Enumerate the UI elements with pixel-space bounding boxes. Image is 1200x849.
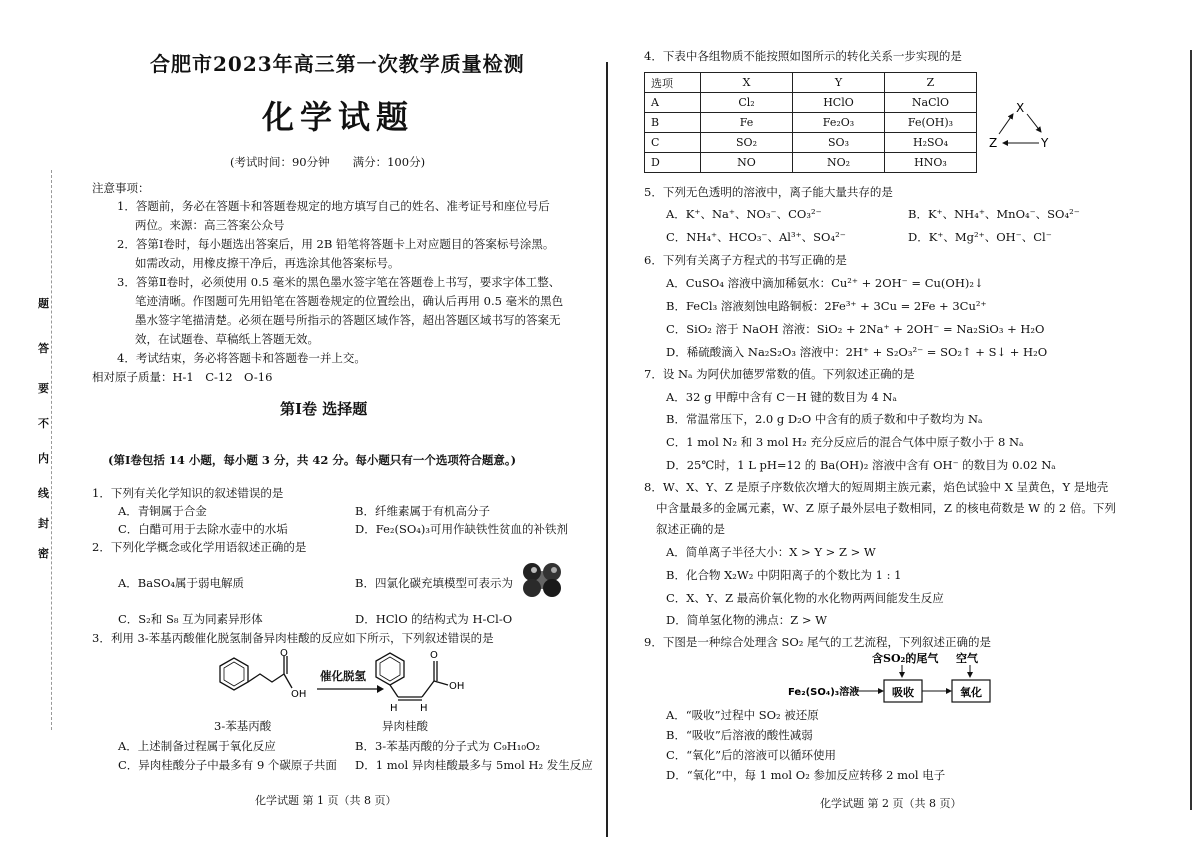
flow-gas-label: 含SO₂的尾气 xyxy=(872,652,939,665)
q7-option-d: D．25℃时，1 L pH=12 的 Ba(OH)₂ 溶液中含有 OH⁻ 的数目为 0.02 Nₐ xyxy=(666,458,1056,472)
q9-stem: 9．下图是一种综合处理含 SO₂ 尾气的工艺流程，下列叙述正确的是 xyxy=(644,635,992,649)
q6-option-b: B．FeCl₃ 溶液刻蚀电路铜板：2Fe³⁺ + 3Cu = 2Fe + 3Cu²⁺ xyxy=(666,299,987,313)
q2-option-d: D．HClO 的结构式为 H-Cl-O xyxy=(355,612,513,626)
table-cell: A xyxy=(645,93,701,113)
q4-stem: 4．下表中各组物质不能按照如图所示的转化关系一步实现的是 xyxy=(644,49,962,63)
table-cell: Fe₂O₃ xyxy=(793,113,885,133)
q9-option-d: D．“氧化”中，每 1 mol O₂ 参加反应转移 2 mol 电子 xyxy=(666,768,946,782)
q8-option-a: A．简单离子半径大小：X > Y > Z > W xyxy=(666,545,876,559)
page-footer-2: 化学试题 第 2 页（共 8 页） xyxy=(820,797,962,810)
q8-option-d: D．简单氢化物的沸点：Z > W xyxy=(666,613,827,627)
q7-option-b: B．常温常压下，2.0 g D₂O 中含有的质子数和中子数均为 Nₐ xyxy=(666,412,983,426)
table-row xyxy=(645,93,977,113)
h-label-right: H xyxy=(420,703,428,713)
q3-option-b: B．3-苯基丙酸的分子式为 C₉H₁₀O₂ xyxy=(355,739,541,753)
q5-option-b: B．K⁺、NH₄⁺、MnO₄⁻、SO₄²⁻ xyxy=(908,207,1080,221)
3-phenylpropanoic-acid-structure-icon xyxy=(200,648,310,706)
table-header-cell: X xyxy=(701,73,793,93)
table-cell: H₂SO₄ xyxy=(885,133,977,153)
section-title: 第Ⅰ卷 选择题 xyxy=(280,400,368,418)
oxidize-label: 氧化 xyxy=(960,686,982,699)
q6-option-d: D．稀硫酸滴入 Na₂S₂O₃ 溶液中：2H⁺ + S₂O₃²⁻ = SO₂↑ + S↓ + H₂O xyxy=(666,345,1048,359)
q4-table xyxy=(644,72,977,173)
xyz-conversion-cycle-diagram xyxy=(985,98,1060,153)
q7-stem: 7．设 Nₐ 为阿伏加德罗常数的值。下列叙述正确的是 xyxy=(644,367,915,381)
notes-heading: 注意事项： xyxy=(92,181,150,195)
q1-stem: 1．下列有关化学知识的叙述错误的是 xyxy=(92,486,284,500)
note-line: 3．答第Ⅱ卷时，必须使用 0.5 毫米的黑色墨水签字笔在答题卷上书写，要求字体工整、 xyxy=(117,275,561,289)
hydroxyl-label: OH xyxy=(291,689,307,700)
q5-option-d: D．K⁺、Mg²⁺、OH⁻、Cl⁻ xyxy=(908,230,1052,244)
binding-char: 题 xyxy=(38,297,49,310)
cycle-z-label: Z xyxy=(989,136,998,150)
table-row xyxy=(645,153,977,173)
q2-option-c: C．S₂和 S₈ 互为同素异形体 xyxy=(118,612,263,626)
note-line: 墨水签字笔描清楚。必须在题号所指示的答题区域作答，超出答题区域书写的答案无 xyxy=(135,313,561,327)
binding-char: 封 xyxy=(38,517,49,530)
q9-option-a: A．“吸收”过程中 SO₂ 被还原 xyxy=(666,708,819,722)
q3-option-a: A．上述制备过程属于氧化反应 xyxy=(118,739,276,753)
carbonyl-o-label: O xyxy=(280,648,288,659)
binding-char: 内 xyxy=(38,452,49,465)
cycle-x-label: X xyxy=(1016,101,1025,115)
q7-option-c: C．1 mol N₂ 和 3 mol H₂ 充分反应后的混合气体中原子数小于 8 Nₐ xyxy=(666,435,1024,449)
note-line: 效，在试题卷、草稿纸上答题无效。 xyxy=(135,332,319,346)
q7-option-a: A．32 g 甲醇中含有 C－H 键的数目为 4 Nₐ xyxy=(666,390,897,404)
cycle-y-label: Y xyxy=(1041,136,1049,150)
note-line: 两位。来源：高三答案公众号 xyxy=(135,218,285,232)
table-cell: SO₂ xyxy=(701,133,793,153)
note-line: 1．答题前，务必在答题卡和答题卷规定的地方填写自己的姓名、准考证号和座位号后 xyxy=(117,199,550,213)
q2-option-b: B．四氯化碳充填模型可表示为 xyxy=(355,576,513,590)
table-row xyxy=(645,133,977,153)
table-cell: HClO xyxy=(793,93,885,113)
flow-air-label: 空气 xyxy=(956,652,978,665)
q8-stem-line: 中含量最多的金属元素，W、Z 原子最外层电子数相同，Z 的核电荷数是 W 的 2 倍。下列 xyxy=(656,501,1116,515)
q6-option-c: C．SiO₂ 溶于 NaOH 溶液：SiO₂ + 2Na⁺ + 2OH⁻ = Na₂SiO₃ + H₂O xyxy=(666,322,1045,336)
q5-option-a: A．K⁺、Na⁺、NO₃⁻、CO₃²⁻ xyxy=(666,207,822,221)
isocinnamic-acid-structure-icon xyxy=(368,643,483,713)
q1-option-c: C．白醋可用于去除水壶中的水垢 xyxy=(118,522,288,536)
reactant-name: 3-苯基丙酸 xyxy=(214,719,272,733)
binding-char: 线 xyxy=(38,487,49,500)
q8-stem-line: 叙述正确的是 xyxy=(656,522,725,536)
table-header-cell: Y xyxy=(793,73,885,93)
h-label-left: H xyxy=(390,703,398,713)
ccl4-space-filling-model-icon xyxy=(520,558,564,602)
q8-stem-line: 8．W、X、Y、Z 是原子序数依次增大的短周期主族元素，焰色试验中 X 呈黄色，Y 是地壳 xyxy=(644,480,1109,494)
q8-option-b: B．化合物 X₂W₂ 中阴阳离子的个数比为 1 : 1 xyxy=(666,568,902,582)
q1-option-a: A．青铜属于合金 xyxy=(118,504,207,518)
q6-stem: 6．下列有关离子方程式的书写正确的是 xyxy=(644,253,847,267)
atomic-mass: 相对原子质量：H-1 C-12 O-16 xyxy=(92,370,273,384)
table-cell: NO xyxy=(701,153,793,173)
table-cell: B xyxy=(645,113,701,133)
q9-option-b: B．“吸收”后溶液的酸性减弱 xyxy=(666,728,813,742)
product-oh-label: OH xyxy=(449,681,465,692)
binding-char: 要 xyxy=(38,382,49,395)
q5-option-c: C．NH₄⁺、HCO₃⁻、Al³⁺、SO₄²⁻ xyxy=(666,230,846,244)
table-header-cell: 选项 xyxy=(645,73,701,93)
page-divider xyxy=(606,62,608,837)
q3-option-c: C．异肉桂酸分子中最多有 9 个碳原子共面 xyxy=(118,758,337,772)
flow-feed-label: Fe₂(SO₄)₃溶液 xyxy=(788,687,860,698)
table-row xyxy=(645,113,977,133)
q8-option-c: C．X、Y、Z 最高价氧化物的水化物两两间能发生反应 xyxy=(666,591,944,605)
table-cell: Cl₂ xyxy=(701,93,793,113)
q9-option-c: C．“氧化”后的溶液可以循环使用 xyxy=(666,748,837,762)
product-name: 异肉桂酸 xyxy=(382,719,428,733)
q6-option-a: A．CuSO₄ 溶液中滴加稀氨水：Cu²⁺ + 2OH⁻ = Cu(OH)₂↓ xyxy=(666,276,984,290)
table-cell: SO₃ xyxy=(793,133,885,153)
q1-option-b: B．纤维素属于有机高分子 xyxy=(355,504,490,518)
exam-title: 合肥市2023年高三第一次教学质量检测 xyxy=(150,52,525,76)
binding-char: 密 xyxy=(38,547,49,560)
table-cell: HNO₃ xyxy=(885,153,977,173)
q1-option-d: D．Fe₂(SO₄)₃可用作缺铁性贫血的补铁剂 xyxy=(355,522,568,536)
reaction-condition: 催化脱氢 xyxy=(320,669,366,683)
binding-char: 不 xyxy=(38,417,49,430)
q3-stem: 3．利用 3-苯基丙酸催化脱氢制备异肉桂酸的反应如下所示，下列叙述错误的是 xyxy=(92,631,494,645)
table-cell: C xyxy=(645,133,701,153)
note-line: 2．答第Ⅰ卷时，每小题选出答案后，用 2B 铅笔将答题卡上对应题目的答案标号涂黑。 xyxy=(117,237,555,251)
page-footer-1: 化学试题 第 1 页（共 8 页） xyxy=(255,794,397,807)
note-line: 笔迹清晰。作图题可先用铅笔在答题卷规定的位置绘出，确认后再用 0.5 毫米的黑色 xyxy=(135,294,564,308)
q2-option-a: A．BaSO₄属于弱电解质 xyxy=(118,576,245,590)
exam-time-info: (考试时间：90分钟 满分：100分) xyxy=(230,155,426,169)
table-cell: Fe(OH)₃ xyxy=(885,113,977,133)
section-note: (第Ⅰ卷包括 14 小题，每小题 3 分，共 42 分。每小题只有一个选项符合题意。) xyxy=(108,453,517,467)
binding-char: 答 xyxy=(38,342,49,355)
absorb-label: 吸收 xyxy=(892,686,914,699)
table-header-cell: Z xyxy=(885,73,977,93)
table-cell: D xyxy=(645,153,701,173)
so2-process-flow-diagram xyxy=(784,650,1004,710)
q5-stem: 5．下列无色透明的溶液中，离子能大量共存的是 xyxy=(644,185,893,199)
table-cell: Fe xyxy=(701,113,793,133)
product-o-label: O xyxy=(430,650,438,661)
subject-title: 化学试题 xyxy=(262,98,415,136)
table-header-row xyxy=(645,73,977,93)
q2-stem: 2．下列化学概念或化学用语叙述正确的是 xyxy=(92,540,307,554)
note-line: 如需改动，用橡皮擦干净后，再选涂其他答案标号。 xyxy=(135,256,400,270)
q3-option-d: D．1 mol 异肉桂酸最多与 5mol H₂ 发生反应 xyxy=(355,758,593,772)
table-cell: NO₂ xyxy=(793,153,885,173)
note-line: 4．考试结束，务必将答题卡和答题卷一并上交。 xyxy=(117,351,366,365)
table-cell: NaClO xyxy=(885,93,977,113)
